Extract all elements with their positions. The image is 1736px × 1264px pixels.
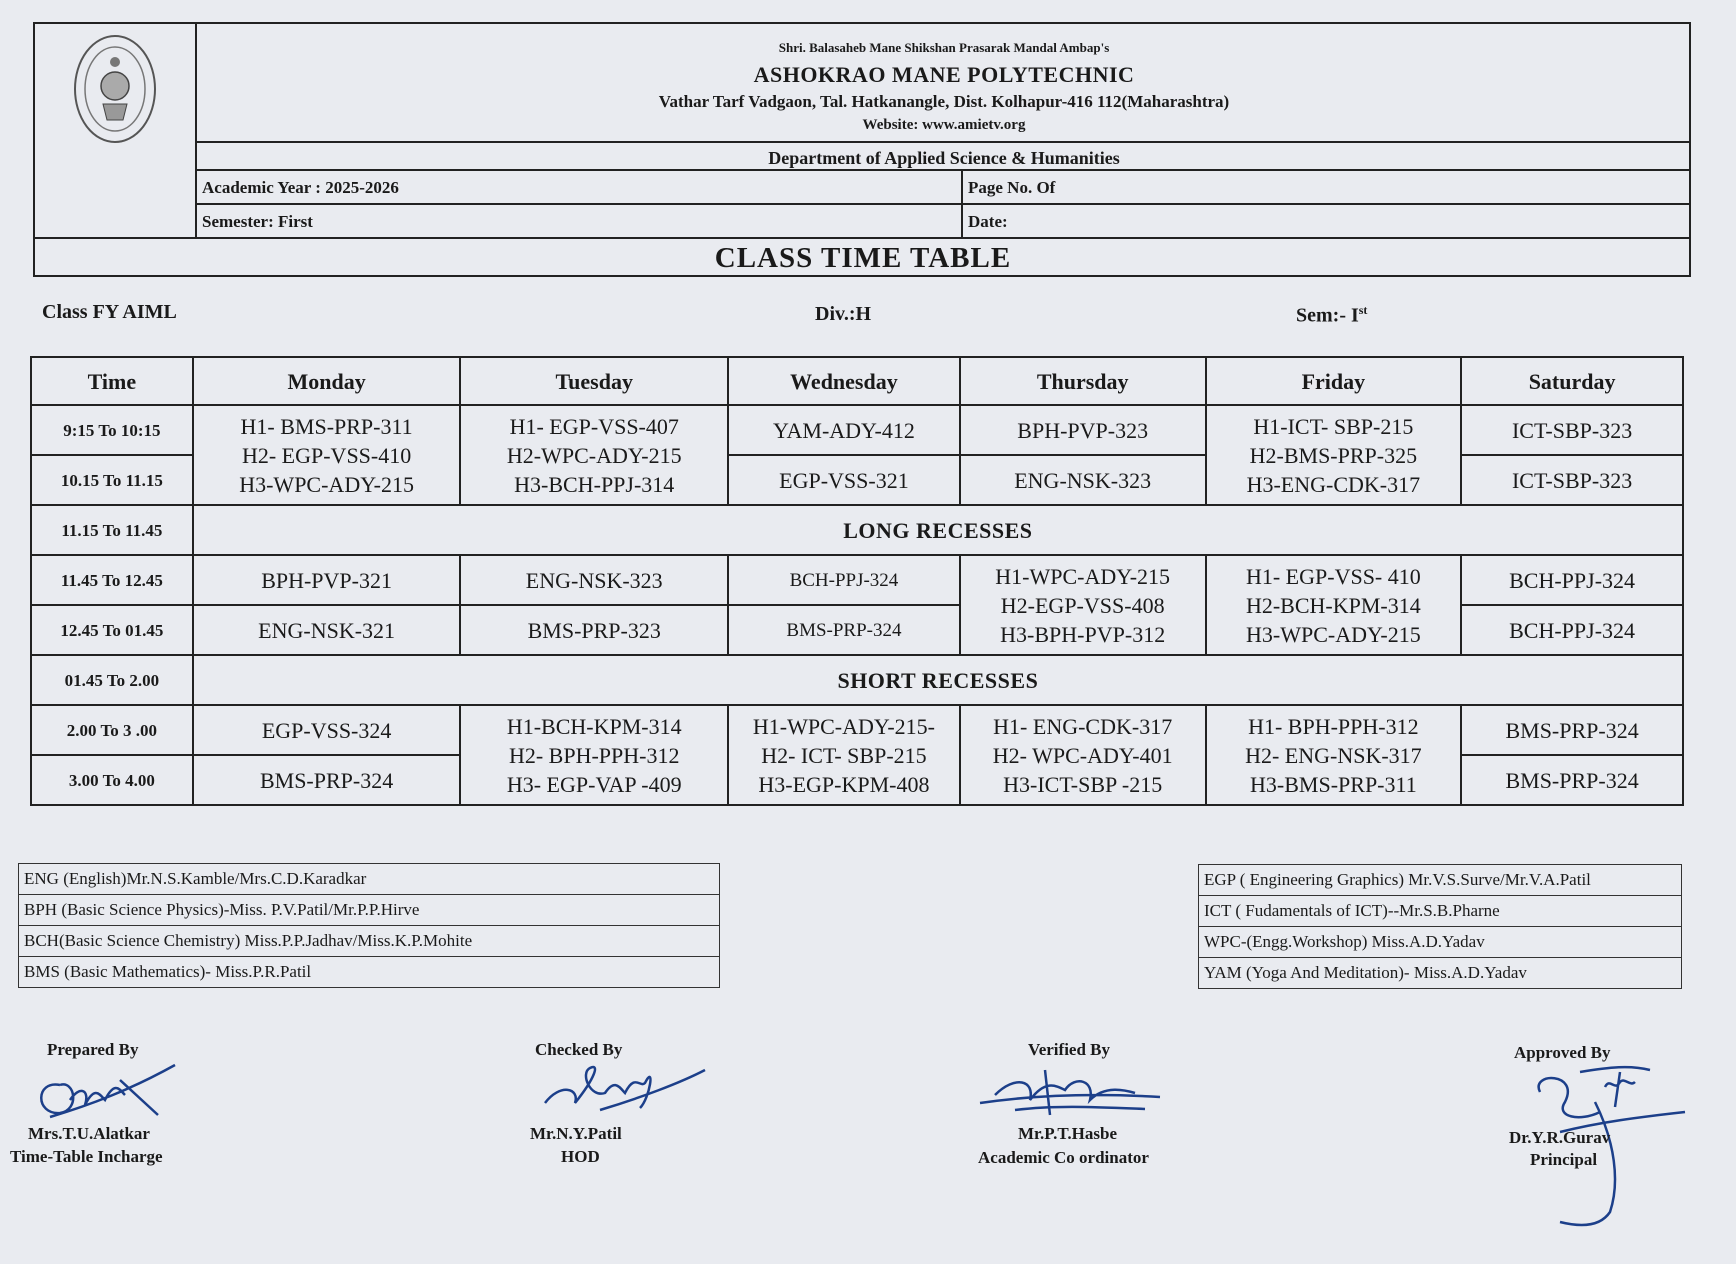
college-website: Website: www.amietv.org	[862, 117, 1026, 133]
cell-entry: H1- EGP-VSS- 410	[1245, 563, 1421, 589]
table-row	[31, 505, 1683, 555]
cell-tuesday-block3	[460, 705, 728, 805]
cell-entry: H2- ICT- SBP-215	[761, 742, 927, 768]
header-thursday: Thursday	[960, 357, 1206, 405]
verified-signature-icon	[975, 1065, 1165, 1125]
cell-entry: H3-BPH-PVP-312	[1000, 621, 1166, 647]
cell-saturday: BCH-PPJ-324	[1461, 605, 1683, 655]
legend-item: YAM (Yoga And Meditation)- Miss.A.D.Yadav	[1199, 958, 1682, 989]
header-saturday: Saturday	[1461, 357, 1683, 405]
table-row	[31, 655, 1683, 705]
table-row	[31, 405, 1683, 455]
time-slot: 2.00 To 3 .00	[31, 705, 193, 755]
cell-friday-block1	[1206, 405, 1462, 505]
division: Div.:H	[815, 303, 872, 325]
semester: Semester: First	[202, 212, 313, 231]
cell-entry: H2-BMS-PRP-325	[1249, 442, 1418, 468]
cell-monday: ENG-NSK-321	[193, 605, 461, 655]
cell-entry: H2- BPH-PPH-312	[508, 742, 680, 768]
long-recess: LONG RECESSES	[193, 505, 1683, 555]
document-title: CLASS TIME TABLE	[714, 242, 1012, 274]
cell-entry: H1- ENG-CDK-317	[993, 713, 1173, 739]
prepared-by-label: Prepared By	[47, 1040, 139, 1059]
cell-thursday: ENG-NSK-323	[960, 455, 1206, 505]
cell-entry: H3- EGP-VAP -409	[506, 771, 682, 797]
checked-by-role: HOD	[561, 1147, 600, 1166]
cell-wednesday: BMS-PRP-324	[728, 605, 960, 655]
cell-tuesday: BMS-PRP-323	[460, 605, 728, 655]
table-row	[31, 555, 1683, 605]
college-name: ASHOKRAO MANE POLYTECHNIC	[753, 62, 1135, 87]
college-logo-icon	[73, 34, 157, 144]
timetable	[30, 356, 1684, 806]
semester-number: Sem:- Ist	[1296, 303, 1368, 327]
cell-entry: H1- BPH-PPH-312	[1248, 713, 1419, 739]
verified-by-label: Verified By	[1028, 1040, 1111, 1059]
cell-monday-block1	[193, 405, 461, 505]
header-tuesday: Tuesday	[460, 357, 728, 405]
header-monday: Monday	[193, 357, 461, 405]
cell-saturday: BMS-PRP-324	[1461, 755, 1683, 805]
cell-thursday-block2	[960, 555, 1206, 655]
time-slot: 9:15 To 10:15	[31, 405, 193, 455]
document-header	[33, 22, 1691, 277]
header-time: Time	[31, 357, 193, 405]
class-name: Class FY AIML	[42, 301, 177, 323]
time-slot: 3.00 To 4.00	[31, 755, 193, 805]
time-slot: 11.45 To 12.45	[31, 555, 193, 605]
legend-item: BPH (Basic Science Physics)-Miss. P.V.Patil/Mr.P.P.Hirve	[19, 895, 720, 926]
time-slot: 01.45 To 2.00	[31, 655, 193, 705]
verified-by-role: Academic Co ordinator	[978, 1148, 1149, 1167]
subject-legend-right	[1198, 864, 1682, 989]
cell-entry: H2-EGP-VSS-408	[1000, 592, 1165, 618]
legend-item: EGP ( Engineering Graphics) Mr.V.S.Surve/Mr.V.A.Patil	[1199, 865, 1682, 896]
time-slot: 11.15 To 11.45	[31, 505, 193, 555]
date-field: Date:	[968, 212, 1008, 231]
legend-item: WPC-(Engg.Workshop) Miss.A.D.Yadav	[1199, 927, 1682, 958]
cell-entry: H3-BCH-PPJ-314	[514, 471, 675, 497]
legend-item: BMS (Basic Mathematics)- Miss.P.R.Patil	[19, 957, 720, 988]
cell-entry: H1-WPC-ADY-215-	[752, 713, 935, 739]
cell-saturday: ICT-SBP-323	[1461, 405, 1683, 455]
legend-item: ICT ( Fudamentals of ICT)--Mr.S.B.Pharne	[1199, 896, 1682, 927]
cell-wednesday: EGP-VSS-321	[728, 455, 960, 505]
cell-monday: EGP-VSS-324	[193, 705, 461, 755]
cell-entry: H3-WPC-ADY-215	[1245, 621, 1421, 647]
cell-entry: H1- BMS-PRP-311	[240, 413, 413, 439]
prepared-by-role: Time-Table Incharge	[10, 1147, 163, 1166]
cell-friday-block3	[1206, 705, 1462, 805]
cell-entry: H3-BMS-PRP-311	[1250, 771, 1417, 797]
page-number: Page No. Of	[968, 178, 1056, 197]
cell-entry: H1-BCH-KPM-314	[506, 713, 682, 739]
cell-entry: H2-WPC-ADY-215	[506, 442, 682, 468]
table-row	[31, 705, 1683, 755]
legend-item: ENG (English)Mr.N.S.Kamble/Mrs.C.D.Karadkar	[19, 864, 720, 895]
logo-cell	[35, 24, 197, 239]
cell-tuesday-block1	[460, 405, 728, 505]
cell-entry: H2- EGP-VSS-410	[241, 442, 412, 468]
academic-year: Academic Year : 2025-2026	[202, 178, 399, 197]
approved-by-role: Principal	[1530, 1150, 1598, 1169]
approved-by-name: Dr.Y.R.Gurav	[1509, 1128, 1611, 1147]
college-address: Vathar Tarf Vadgaon, Tal. Hatkanangle, Dist. Kolhapur-416 112(Maharashtra)	[658, 92, 1230, 111]
cell-entry: H2- WPC-ADY-401	[992, 742, 1173, 768]
verified-by-name: Mr.P.T.Hasbe	[1018, 1124, 1118, 1143]
cell-thursday: BPH-PVP-323	[960, 405, 1206, 455]
checked-by-label: Checked By	[535, 1040, 623, 1059]
header-friday: Friday	[1206, 357, 1462, 405]
cell-entry: H1-WPC-ADY-215	[995, 563, 1171, 589]
short-recess: SHORT RECESSES	[193, 655, 1683, 705]
cell-entry: H2-BCH-KPM-314	[1245, 592, 1421, 618]
cell-monday: BMS-PRP-324	[193, 755, 461, 805]
checked-signature-icon	[540, 1058, 710, 1118]
cell-entry: H1-ICT- SBP-215	[1253, 413, 1414, 439]
time-slot: 12.45 To 01.45	[31, 605, 193, 655]
cell-wednesday-block3	[728, 705, 960, 805]
cell-saturday: BCH-PPJ-324	[1461, 555, 1683, 605]
subject-legend-left	[18, 863, 720, 988]
cell-tuesday: ENG-NSK-323	[460, 555, 728, 605]
cell-entry: H1- EGP-VSS-407	[509, 413, 679, 439]
header-wednesday: Wednesday	[728, 357, 960, 405]
prepared-by-name: Mrs.T.U.Alatkar	[28, 1124, 150, 1143]
cell-entry: H3-WPC-ADY-215	[239, 471, 414, 497]
cell-saturday: BMS-PRP-324	[1461, 705, 1683, 755]
prepared-signature-icon	[30, 1055, 180, 1125]
checked-by-name: Mr.N.Y.Patil	[530, 1124, 622, 1143]
cell-entry: H3-ICT-SBP -215	[1003, 771, 1163, 797]
society-name: Shri. Balasaheb Mane Shikshan Prasarak Mandal Ambap's	[778, 40, 1110, 55]
cell-saturday: ICT-SBP-323	[1461, 455, 1683, 505]
cell-monday: BPH-PVP-321	[193, 555, 461, 605]
cell-entry: H3-EGP-KPM-408	[758, 771, 930, 797]
cell-friday-block2	[1206, 555, 1462, 655]
cell-wednesday: BCH-PPJ-324	[728, 555, 960, 605]
legend-item: BCH(Basic Science Chemistry) Miss.P.P.Jadhav/Miss.K.P.Mohite	[19, 926, 720, 957]
approved-by-label: Approved By	[1514, 1043, 1611, 1062]
time-slot: 10.15 To 11.15	[31, 455, 193, 505]
cell-entry: H2- ENG-NSK-317	[1245, 742, 1422, 768]
cell-thursday-block3	[960, 705, 1206, 805]
table-header-row	[31, 357, 1683, 405]
cell-wednesday: YAM-ADY-412	[728, 405, 960, 455]
department-name: Department of Applied Science & Humanities	[768, 148, 1120, 168]
cell-entry: H3-ENG-CDK-317	[1246, 471, 1421, 497]
